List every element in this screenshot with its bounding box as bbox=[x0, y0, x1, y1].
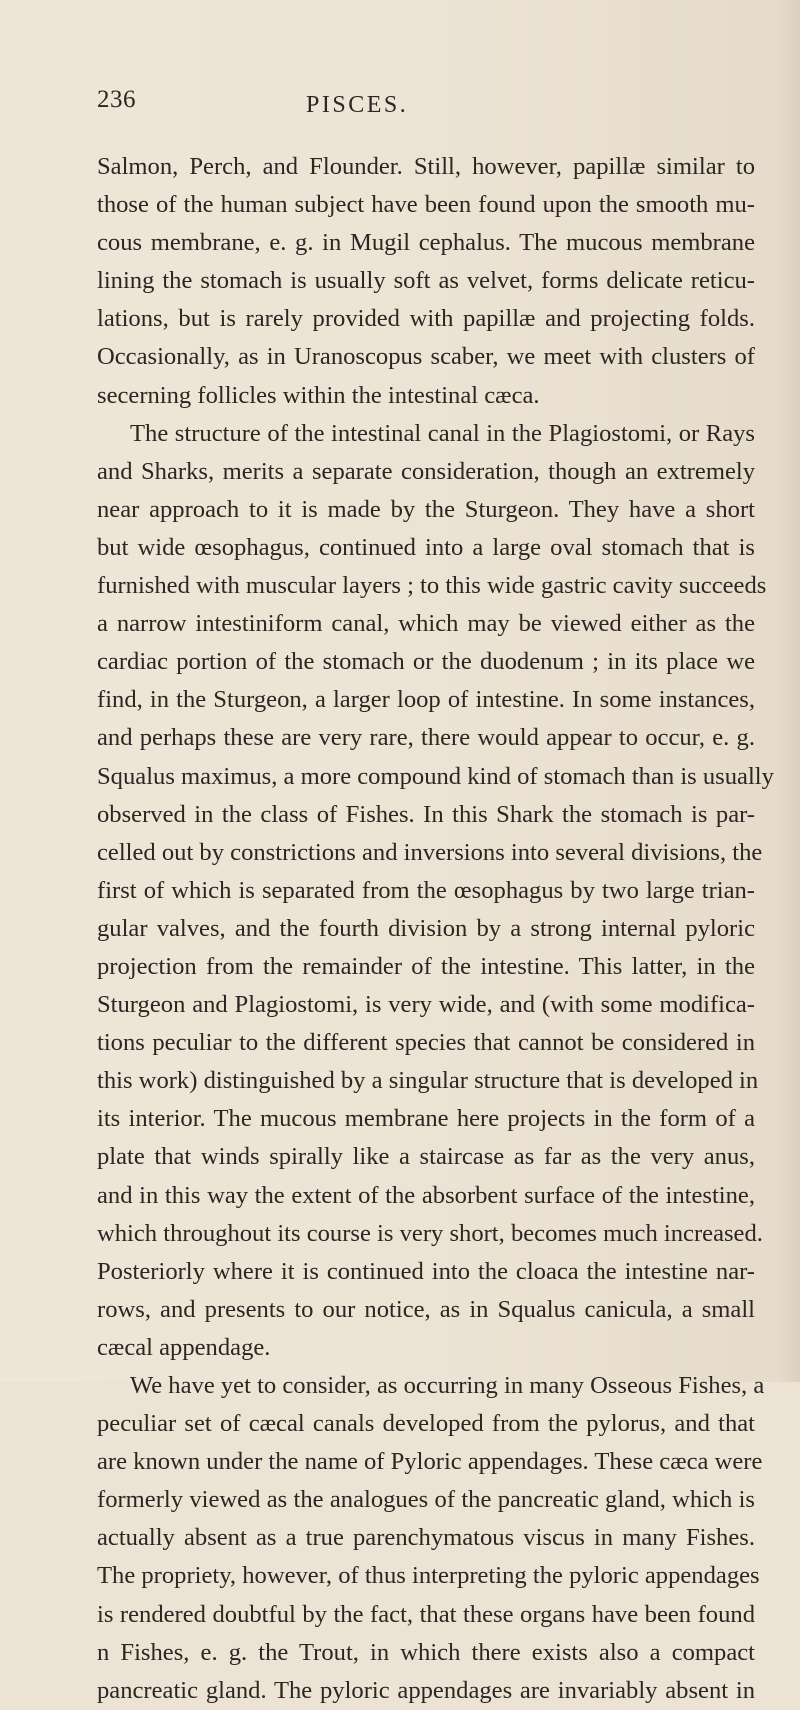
text-line: tions peculiar to the different species that cannot be considered in bbox=[97, 1029, 755, 1057]
text-line: The structure of the intestinal canal in the Plagiostomi, or Rays bbox=[130, 419, 755, 447]
page-number: 236 bbox=[97, 86, 136, 113]
text-line: projection from the remainder of the intestine. This latter, in the bbox=[97, 952, 755, 980]
page-gutter-shadow bbox=[778, 0, 800, 1382]
text-line: and in this way the extent of the absorbent surface of the intestine, bbox=[97, 1181, 755, 1209]
text-line: formerly viewed as the analogues of the pancreatic gland, which is bbox=[97, 1486, 755, 1514]
text-line: and Sharks, merits a separate consideration, though an extremely bbox=[97, 457, 755, 485]
text-line: pancreatic gland. The pyloric appendages are invariably absent in bbox=[97, 1676, 755, 1704]
text-line: Squalus maximus, a more compound kind of stomach than is usually bbox=[97, 762, 774, 790]
running-head: PISCES. bbox=[306, 92, 409, 118]
text-line: a narrow intestiniform canal, which may be viewed either as the bbox=[97, 610, 755, 638]
text-line: Salmon, Perch, and Flounder. Still, however, papillæ similar to bbox=[97, 153, 755, 180]
text-line: cæcal appendage. bbox=[97, 1333, 271, 1361]
text-line: Sturgeon and Plagiostomi, is very wide, and (with some modifica- bbox=[97, 991, 755, 1019]
text-line: cous membrane, e. g. in Mugil cephalus. The mucous membrane bbox=[97, 229, 755, 257]
text-line: celled out by constrictions and inversions into several divisions, the bbox=[97, 838, 763, 866]
text-line: Posteriorly where it is continued into the cloaca the intestine nar- bbox=[97, 1257, 755, 1285]
text-line: rows, and presents to our notice, as in Squalus canicula, a small bbox=[97, 1295, 755, 1323]
text-line: n Fishes, e. g. the Trout, in which there exists also a compact bbox=[97, 1638, 755, 1666]
text-line: find, in the Sturgeon, a larger loop of intestine. In some instances, bbox=[97, 686, 755, 714]
text-line: Occasionally, as in Uranoscopus scaber, we meet with clusters of bbox=[97, 343, 755, 371]
text-line: its interior. The mucous membrane here projects in the form of a bbox=[97, 1105, 755, 1133]
text-line: gular valves, and the fourth division by a strong internal pyloric bbox=[97, 914, 755, 942]
text-line: first of which is separated from the œsophagus by two large trian- bbox=[97, 876, 755, 904]
text-line: lations, but is rarely provided with papillæ and projecting folds. bbox=[97, 305, 755, 333]
text-line: The propriety, however, of thus interpreting the pyloric appendages bbox=[97, 1562, 760, 1590]
text-line: actually absent as a true parenchymatous viscus in many Fishes. bbox=[97, 1524, 755, 1552]
text-line: peculiar set of cæcal canals developed from the pylorus, and that bbox=[97, 1410, 755, 1438]
text-line: near approach to it is made by the Sturgeon. They have a short bbox=[97, 495, 755, 523]
text-line: We have yet to consider, as occurring in many Osseous Fishes, a bbox=[130, 1372, 765, 1399]
text-line: which throughout its course is very short, becomes much increased. bbox=[97, 1219, 763, 1247]
text-line: this work) distinguished by a singular structure that is developed in bbox=[97, 1067, 759, 1095]
text-line: but wide œsophagus, continued into a large oval stomach that is bbox=[97, 533, 755, 561]
text-line: furnished with muscular layers ; to this wide gastric cavity succeeds bbox=[97, 572, 767, 600]
text-line: lining the stomach is usually soft as velvet, forms delicate reticu- bbox=[97, 267, 755, 295]
text-line: those of the human subject have been found upon the smooth mu- bbox=[97, 191, 755, 219]
text-line: observed in the class of Fishes. In this Shark the stomach is par- bbox=[97, 800, 755, 828]
text-line: are known under the name of Pyloric appendages. These cæca were bbox=[97, 1448, 763, 1476]
text-line: is rendered doubtful by the fact, that these organs have been found bbox=[97, 1600, 755, 1628]
body-text bbox=[97, 148, 774, 1710]
text-line: and perhaps these are very rare, there would appear to occur, e. g. bbox=[97, 724, 755, 752]
text-line: plate that winds spirally like a staircase as far as the very anus, bbox=[97, 1143, 755, 1171]
text-line: cardiac portion of the stomach or the duodenum ; in its place we bbox=[97, 648, 755, 676]
text-line: secerning follicles within the intestinal cæca. bbox=[97, 381, 540, 409]
